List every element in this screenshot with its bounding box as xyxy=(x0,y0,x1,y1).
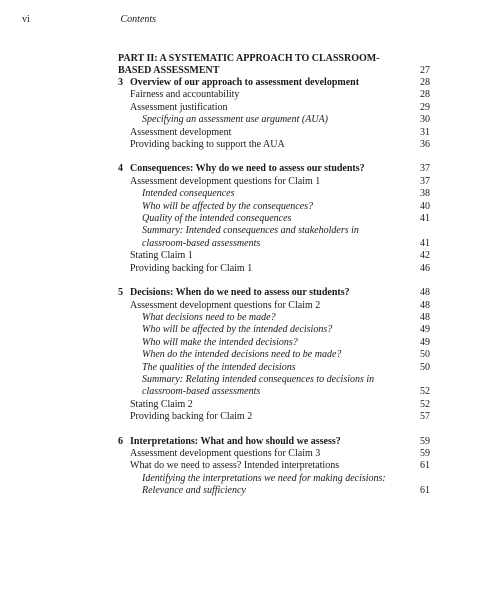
entry-title: When do the intended decisions need to be made? xyxy=(142,349,342,361)
page-folio: vi xyxy=(22,14,30,25)
toc-subsection[interactable] xyxy=(118,374,430,399)
entry-title: Fairness and accountability xyxy=(130,89,240,101)
entry-page: 52 xyxy=(420,386,430,398)
entry-page: 28 xyxy=(420,89,430,101)
entry-title: Summary: Relating intended consequences to decisions in classroom-based assessments xyxy=(142,373,375,398)
entry-title: Assessment development questions for Claim 2 xyxy=(130,299,321,311)
toc-section[interactable] xyxy=(118,263,430,275)
entry-title: Quality of the intended consequences xyxy=(142,213,292,225)
entry-page: 42 xyxy=(420,250,430,262)
entry-title: The qualities of the intended decisions xyxy=(142,361,296,373)
entry-title: Providing backing to support the AUA xyxy=(130,139,285,151)
entry-page: 48 xyxy=(420,299,430,311)
entry-page: 49 xyxy=(420,336,430,348)
entry-title: Summary: Intended consequences and stakeholders in classroom-based assessments xyxy=(142,225,359,249)
entry-page: 40 xyxy=(420,200,430,212)
entry-page: 50 xyxy=(420,361,430,373)
entry-page: 38 xyxy=(420,188,430,200)
chapter-page: 28 xyxy=(420,77,430,88)
entry-page: 57 xyxy=(420,411,430,423)
entry-page: 61 xyxy=(420,460,430,472)
entry-page: 30 xyxy=(420,114,430,126)
toc-section[interactable] xyxy=(118,448,430,460)
entry-title: Who will make the intended decisions? xyxy=(142,336,298,348)
chapter-title: Consequences: Why do we need to assess our students? xyxy=(130,163,365,175)
toc-subsection[interactable] xyxy=(118,114,430,126)
toc-subsection[interactable] xyxy=(118,201,430,213)
toc-section[interactable] xyxy=(118,411,430,423)
chapter-page: 59 xyxy=(420,435,430,447)
chapter-title: Interpretations: What and how should we assess? xyxy=(130,435,341,447)
entry-page: 29 xyxy=(420,101,430,113)
entry-title: Who will be affected by the consequences? xyxy=(142,200,314,212)
toc-section[interactable] xyxy=(118,250,430,262)
entry-page: 37 xyxy=(420,175,430,187)
toc-subsection[interactable] xyxy=(118,362,430,374)
toc-section[interactable] xyxy=(118,139,430,151)
chapter-gap xyxy=(118,151,430,163)
running-head xyxy=(22,14,156,25)
toc-subsection[interactable] xyxy=(118,312,430,324)
running-title: Contents xyxy=(120,14,157,25)
entry-page: 41 xyxy=(420,237,430,249)
toc-section[interactable] xyxy=(118,127,430,139)
toc-subsection[interactable] xyxy=(118,188,430,200)
entry-page: 52 xyxy=(420,398,430,410)
chapter-label xyxy=(118,163,365,175)
toc-subsection[interactable] xyxy=(118,337,430,349)
chapter-label xyxy=(118,436,341,448)
entry-title: Identifying the interpretations we need for making decisions: Relevance and sufficiency xyxy=(142,472,386,497)
toc-chapter[interactable] xyxy=(118,163,430,175)
entry-title: Assessment development xyxy=(130,126,232,138)
chapter-gap xyxy=(118,275,430,287)
toc-chapter[interactable] xyxy=(118,77,430,89)
entry-title: Assessment justification xyxy=(130,101,228,113)
entry-title: Stating Claim 1 xyxy=(130,250,193,262)
entry-title: Intended consequences xyxy=(142,188,235,200)
entry-title: Specifying an assessment use argument (AUA) xyxy=(142,114,328,126)
chapter-number: 6 xyxy=(118,435,123,447)
table-of-contents xyxy=(118,53,430,498)
entry-page: 41 xyxy=(420,213,430,225)
toc-subsection[interactable] xyxy=(118,213,430,225)
toc-chapter[interactable] xyxy=(118,436,430,448)
entry-page: 49 xyxy=(420,324,430,336)
chapter-page: 48 xyxy=(420,287,430,299)
entry-page: 50 xyxy=(420,349,430,361)
chapter-page: 37 xyxy=(420,163,430,175)
entry-title: Assessment development questions for Claim 1 xyxy=(130,175,321,187)
entry-page: 61 xyxy=(420,485,430,497)
entry-title: Providing backing for Claim 1 xyxy=(130,262,253,274)
toc-chapter[interactable] xyxy=(118,287,430,299)
part-page: 27 xyxy=(420,65,430,76)
entry-page: 31 xyxy=(420,126,430,138)
toc-section[interactable] xyxy=(118,300,430,312)
chapter-number: 5 xyxy=(118,287,123,299)
entry-title: What decisions need to be made? xyxy=(142,311,276,323)
entry-page: 48 xyxy=(420,311,430,323)
toc-subsection[interactable] xyxy=(118,349,430,361)
toc-section[interactable] xyxy=(118,89,430,101)
toc-subsection[interactable] xyxy=(118,225,430,250)
chapter-title: Decisions: When do we need to assess our students? xyxy=(130,287,350,299)
entry-title: Stating Claim 2 xyxy=(130,398,193,410)
toc-section[interactable] xyxy=(118,399,430,411)
toc-section[interactable] xyxy=(118,460,430,472)
chapter-list xyxy=(118,77,430,498)
chapter-number: 3 xyxy=(118,77,123,88)
entry-page: 59 xyxy=(420,447,430,459)
toc-subsection[interactable] xyxy=(118,473,430,498)
entry-title: Providing backing for Claim 2 xyxy=(130,411,253,423)
toc-section[interactable] xyxy=(118,176,430,188)
chapter-label xyxy=(118,287,350,299)
chapter-gap xyxy=(118,424,430,436)
chapter-number: 4 xyxy=(118,163,123,175)
chapter-title: Overview of our approach to assessment development xyxy=(130,77,360,88)
chapter-label xyxy=(118,77,359,89)
entry-title: Who will be affected by the intended decisions? xyxy=(142,324,333,336)
entry-page: 36 xyxy=(420,139,430,151)
part-title: PART II: A SYSTEMATIC APPROACH TO CLASSROOM-BASED ASSESSMENT xyxy=(118,53,380,76)
toc-section[interactable] xyxy=(118,102,430,114)
part-heading xyxy=(118,53,430,77)
entry-title: Assessment development questions for Claim 3 xyxy=(130,447,321,459)
entry-page: 46 xyxy=(420,262,430,274)
toc-subsection[interactable] xyxy=(118,324,430,336)
entry-title: What do we need to assess? Intended interpretations xyxy=(130,460,340,472)
